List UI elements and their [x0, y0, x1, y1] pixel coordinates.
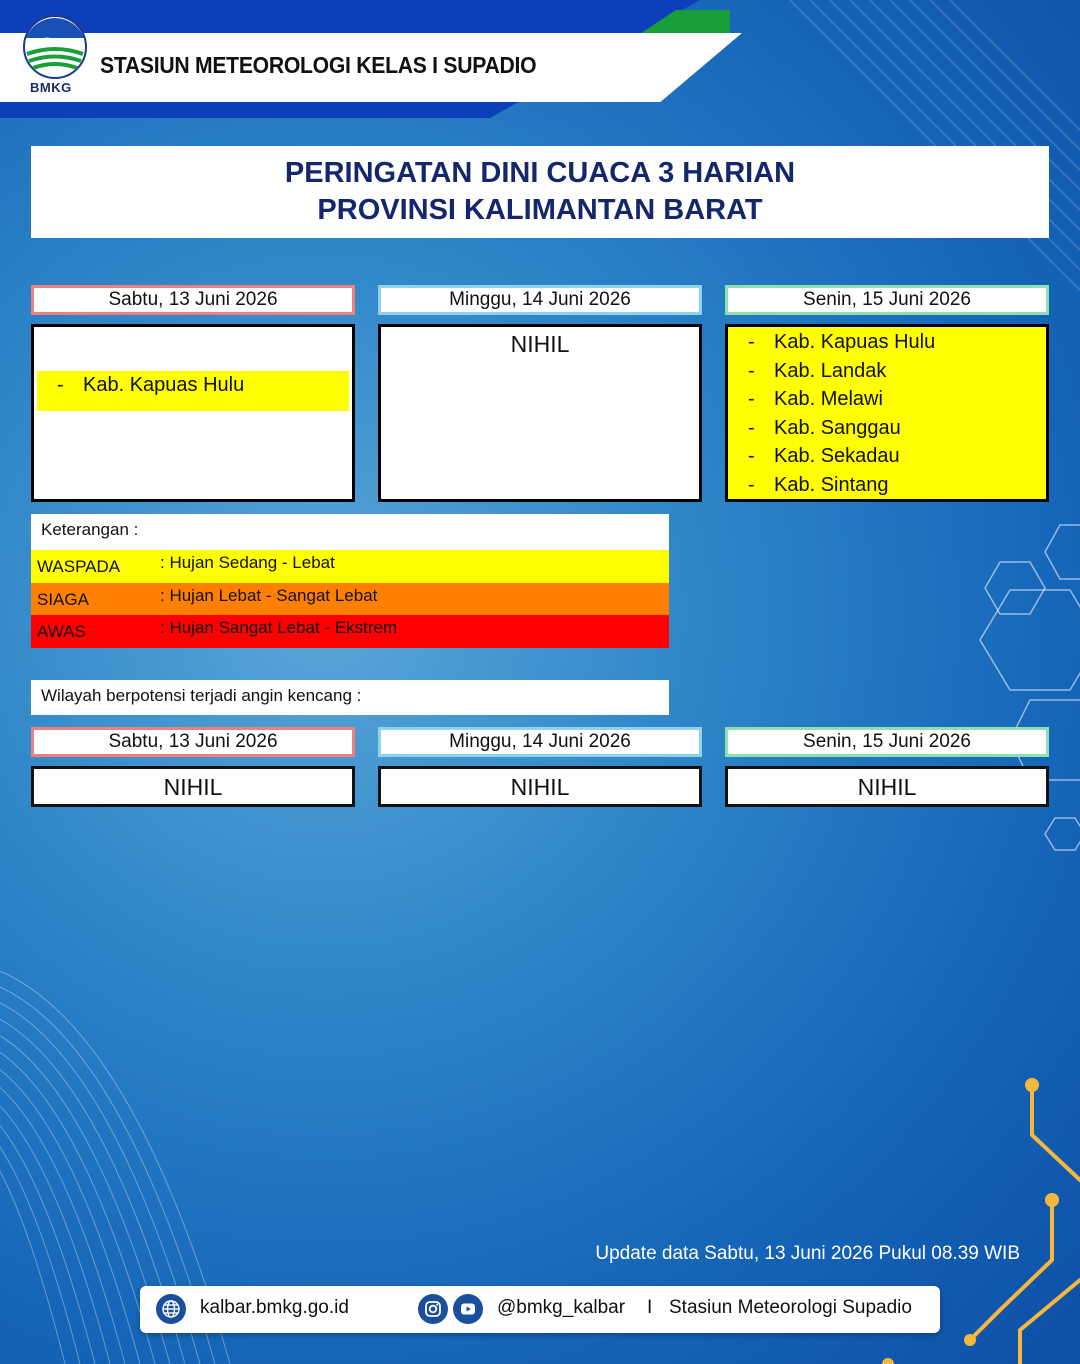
- list-item: [748, 471, 1046, 500]
- wind-day-header-3: Senin, 15 Juni 2026: [725, 727, 1049, 757]
- page-title: PERINGATAN DINI CUACA 3 HARIAN: [284, 157, 796, 189]
- list-dash: -: [748, 445, 755, 467]
- legend-desc: : Hujan Sedang - Lebat: [160, 553, 335, 572]
- footer-separator: I: [647, 1297, 653, 1318]
- wind-day-header-1: Sabtu, 13 Juni 2026: [31, 727, 355, 757]
- wind-value-2: NIHIL: [378, 766, 702, 807]
- list-item-label: Kab. Melawi: [774, 388, 883, 410]
- list-dash: -: [748, 388, 755, 410]
- station-name: STASIUN METEOROLOGI KELAS I SUPADIO: [100, 52, 537, 78]
- footer-bar: [140, 1286, 940, 1333]
- page-subtitle: PROVINSI KALIMANTAN BARAT: [317, 194, 763, 226]
- list-item-label: Kab. Sanggau: [774, 416, 901, 439]
- website-link[interactable]: kalbar.bmkg.go.id: [200, 1297, 349, 1318]
- list-item-label: Kab. Kapuas Hulu: [774, 331, 936, 353]
- list-item-label: Kab. Sintang: [774, 473, 889, 496]
- instagram-icon[interactable]: [418, 1294, 448, 1324]
- list-dash: -: [748, 473, 755, 496]
- list-item-label: Kab. Kapuas Hulu: [83, 374, 245, 396]
- legend-row-siaga: [31, 583, 669, 616]
- list-item: [748, 357, 1046, 386]
- youtube-icon[interactable]: [453, 1294, 483, 1324]
- social-handle[interactable]: @bmkg_kalbar: [497, 1297, 626, 1318]
- legend: [31, 514, 669, 648]
- region-list: [728, 327, 1046, 499]
- day-header-1: Sabtu, 13 Juni 2026: [31, 285, 355, 315]
- legend-level: SIAGA: [37, 589, 89, 609]
- title-box: [31, 146, 1049, 238]
- wind-value-3: NIHIL: [725, 766, 1049, 807]
- list-item: [748, 385, 1046, 414]
- warning-panel-1: [31, 324, 355, 502]
- legend-desc: : Hujan Lebat - Sangat Lebat: [160, 585, 378, 605]
- list-item-label: Kab. Sekadau: [774, 445, 900, 467]
- list-item: [37, 371, 349, 400]
- legend-desc: : Hujan Sangat Lebat - Ekstrem: [160, 618, 398, 637]
- warning-panel-2: [378, 324, 702, 502]
- day-header-2: Minggu, 14 Juni 2026: [378, 285, 702, 315]
- list-dash: -: [748, 359, 755, 382]
- logo-text: BMKG: [30, 80, 72, 95]
- day-header-3: Senin, 15 Juni 2026: [725, 285, 1049, 315]
- list-item: [748, 414, 1046, 443]
- legend-title: Keterangan :: [31, 514, 669, 550]
- globe-icon: [156, 1294, 186, 1324]
- wind-day-header-2: Minggu, 14 Juni 2026: [378, 727, 702, 757]
- list-dash: -: [748, 331, 755, 353]
- wind-value-1: NIHIL: [31, 766, 355, 807]
- list-item: [748, 442, 1046, 471]
- update-timestamp: Update data Sabtu, 13 Juni 2026 Pukul 08.39 WIB: [595, 1243, 1020, 1264]
- list-item-label: Kab. Landak: [774, 359, 887, 382]
- warning-panel-3: [725, 324, 1049, 502]
- nihil-text: NIHIL: [510, 331, 570, 357]
- waspada-highlight: [37, 371, 349, 411]
- list-dash: -: [57, 374, 64, 396]
- list-dash: -: [748, 416, 755, 439]
- list-item: [748, 328, 1046, 357]
- legend-row-awas: [31, 615, 669, 648]
- wind-section-title: Wilayah berpotensi terjadi angin kencang :: [31, 680, 669, 715]
- legend-level: AWAS: [37, 622, 86, 641]
- legend-level: WASPADA: [37, 557, 121, 576]
- footer-station: Stasiun Meteorologi Supadio: [669, 1297, 912, 1318]
- legend-row-waspada: [31, 550, 669, 583]
